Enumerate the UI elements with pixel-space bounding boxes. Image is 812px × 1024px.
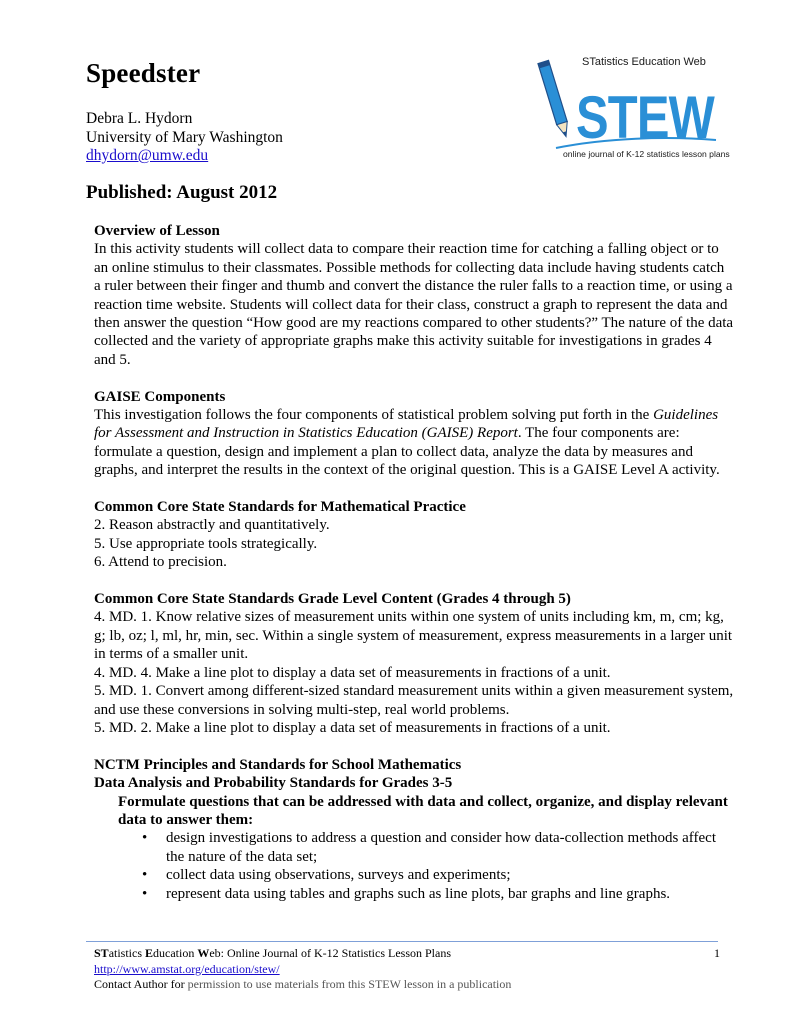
overview-body: In this activity students will collect data to compare their reaction time for catching a falling object or to an online stimulus to their classmates. Possible methods for collecting data include having students catch a ruler between their finger and thumb and convert the distance the ruler falls to a reaction time, or using a reaction time website. Students will collect data for their class, construct a graph to represent the data and then answer the question “How good are my reactions compared to other students?” The nature of the data collected and the variety of appropriate graphs make this activity suitable for investigations in grades 4 and 5. (94, 241, 734, 368)
logo-top-line: STatistics Education Web (582, 56, 706, 68)
content-standards-heading: Common Core State Standards Grade Level Content (Grades 4 through 5) (94, 591, 571, 608)
nctm-heading: NCTM Principles and Standards for School Mathematics (94, 756, 462, 773)
content-standard-item: 4. MD. 1. Know relative sizes of measurement units within one system of units including km, m, cm; kg, g; lb, oz; l, ml, hr, min, sec. Within a single system of measurement, express measurements in a larger unit in terms of a smaller unit. (94, 609, 733, 663)
content-standards-list (94, 608, 734, 737)
nctm-block (94, 793, 734, 903)
published-date: Published: August 2012 (86, 182, 278, 203)
footer-text-b: ducation (153, 946, 198, 960)
footer-contact-prefix: Contact Author for (94, 977, 188, 991)
lesson-content (94, 222, 734, 921)
stew-logo (536, 52, 730, 172)
footer-divider (86, 941, 718, 942)
gaise-heading: GAISE Components (94, 388, 226, 405)
practice-item: 6. Attend to precision. (94, 554, 227, 571)
nctm-focus: Formulate questions that can be addressed with data and collect, organize, and display relevant data to answer them: (118, 793, 728, 828)
gaise-section (94, 388, 734, 480)
author-email-link[interactable]: dhydorn@umw.edu (86, 147, 209, 164)
footer-letter-e: E (145, 946, 154, 960)
stew-wordmark: STEW (576, 84, 716, 151)
nctm-bullet: • represent data using tables and graphs such as line plots, bar graphs and line graphs. (142, 885, 734, 903)
nctm-bullets (118, 829, 734, 903)
gaise-body (94, 406, 734, 480)
practice-list (94, 516, 734, 571)
content-standard-item: 5. MD. 1. Convert among different-sized standard measurement units within a given measurement system, and use these conversions in solving multi-step, real world problems. (94, 683, 734, 718)
gaise-body-start: This investigation follows the four components of statistical problem solving put forth in the (94, 407, 654, 424)
practice-item: 2. Reason abstractly and quantitatively. (94, 517, 330, 534)
footer-journal-line (94, 946, 720, 962)
nctm-bullet: • design investigations to address a question and consider how data-collection methods affect the nature of the data set; (142, 829, 734, 866)
nctm-section (94, 756, 734, 903)
lesson-title: Speedster (86, 58, 201, 88)
overview-section (94, 222, 734, 369)
author-block (86, 110, 283, 166)
overview-heading: Overview of Lesson (94, 223, 220, 239)
pencil-icon (538, 60, 571, 138)
footer-text-a: atistics (108, 946, 146, 960)
footer-contact-line (94, 977, 720, 993)
author-name: Debra L. Hydorn (86, 110, 193, 127)
content-standard-item: 5. MD. 2. Make a line plot to display a data set of measurements in fractions of a unit. (94, 719, 611, 736)
footer-url-link[interactable]: http://www.amstat.org/education/stew/ (94, 961, 280, 976)
content-standards-section (94, 590, 734, 737)
page-number: 1 (714, 946, 720, 960)
footer-letter-st: ST (94, 946, 109, 960)
gaise-body-end: . The four components are: formulate a question, design and implement a plan to collect data, analyze the data by measures and graphs, and interpret the results in the context of the original question. This is a GAISE Level A activity. (94, 425, 720, 479)
content-standard-item: 4. MD. 4. Make a line plot to display a data set of measurements in fractions of a unit. (94, 664, 611, 681)
practice-item: 5. Use appropriate tools strategically. (94, 535, 318, 552)
nctm-subheading: Data Analysis and Probability Standards for Grades 3-5 (94, 775, 453, 792)
footer-text-c: eb: Online Journal of K-12 Statistics Lesson Plans (209, 946, 451, 960)
gaise-report-title: Guidelines for Assessment and Instruction in Statistics Education (GAISE) Report (94, 407, 719, 442)
page-footer (94, 946, 720, 993)
practice-heading: Common Core State Standards for Mathematical Practice (94, 499, 466, 516)
footer-contact-rest: permission to use materials from this STEW lesson in a publication (187, 977, 512, 991)
author-affiliation: University of Mary Washington (86, 128, 283, 146)
footer-letter-w: W (197, 946, 210, 960)
logo-bottom-line: online journal of K-12 statistics lesson plans (563, 149, 730, 159)
practice-section (94, 498, 734, 572)
nctm-bullet: • collect data using observations, surveys and experiments; (142, 866, 734, 884)
